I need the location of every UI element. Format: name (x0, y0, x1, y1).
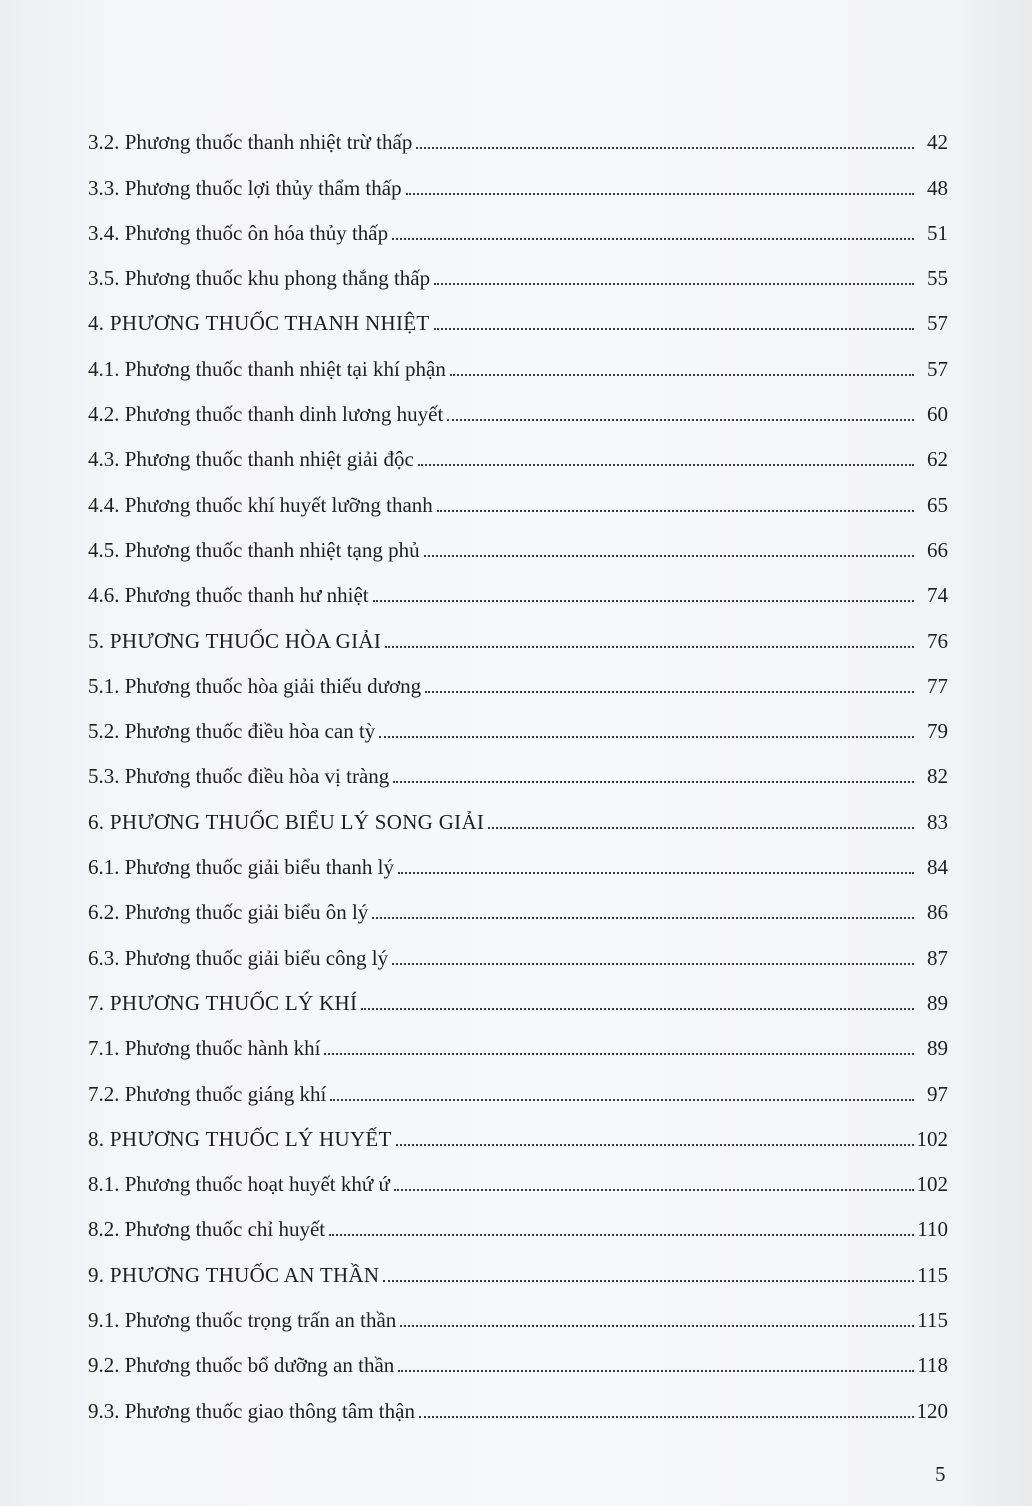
toc-dot-leader (488, 827, 914, 829)
toc-entry-title: 3.5. Phương thuốc khu phong thắng thấp (88, 266, 431, 291)
toc-entry-page: 62 (927, 447, 948, 472)
toc-dot-leader (434, 283, 914, 285)
toc-dot-leader (330, 1099, 914, 1101)
toc-entry-title: 5.1. Phương thuốc hòa giải thiếu dương (88, 673, 422, 698)
toc-entry-page: 65 (927, 492, 948, 517)
table-of-contents (88, 112, 948, 1426)
toc-entry-page: 83 (927, 809, 948, 834)
toc-dot-leader (396, 1144, 914, 1146)
toc-section-row (88, 1290, 948, 1335)
toc-entry-page: 77 (927, 673, 948, 698)
toc-dot-leader (383, 1280, 914, 1282)
toc-section-row (88, 1154, 948, 1199)
toc-entry-title: 4.6. Phương thuốc thanh hư nhiệt (88, 583, 369, 608)
toc-entry-page: 115 (917, 1308, 948, 1333)
toc-dot-leader (373, 600, 914, 602)
toc-entry-title: 5. PHƯƠNG THUỐC HÒA GIẢI (88, 628, 382, 653)
toc-entry-page: 89 (927, 990, 948, 1015)
toc-entry-page: 82 (927, 764, 948, 789)
toc-dot-leader (324, 1053, 914, 1055)
toc-section-row (88, 203, 948, 248)
toc-entry-page: 60 (927, 402, 948, 427)
toc-entry-page: 102 (916, 1172, 948, 1197)
toc-section-row (88, 701, 948, 746)
toc-section-row (88, 1063, 948, 1108)
toc-section-row (88, 520, 948, 565)
toc-entry-page: 97 (927, 1081, 948, 1106)
toc-entry-title: 6.1. Phương thuốc giải biểu thanh lý (88, 855, 394, 880)
toc-chapter-row (88, 791, 948, 836)
toc-entry-title: 4.5. Phương thuốc thanh nhiệt tạng phủ (88, 537, 420, 562)
toc-section-row (88, 1018, 948, 1063)
toc-entry-page: 87 (927, 945, 948, 970)
toc-dot-leader (394, 1189, 914, 1191)
toc-entry-page: 110 (917, 1217, 948, 1242)
toc-entry-page: 84 (927, 855, 948, 880)
toc-entry-page: 89 (927, 1036, 948, 1061)
toc-dot-leader (425, 691, 914, 693)
toc-dot-leader (372, 917, 914, 919)
toc-dot-leader (392, 963, 914, 965)
toc-dot-leader (398, 872, 914, 874)
toc-dot-leader (450, 374, 914, 376)
toc-section-row (88, 248, 948, 293)
toc-dot-leader (385, 646, 914, 648)
toc-entry-title: 9. PHƯƠNG THUỐC AN THẦN (88, 1262, 380, 1287)
toc-entry-title: 6.3. Phương thuốc giải biểu công lý (88, 945, 389, 970)
toc-entry-page: 57 (927, 311, 948, 336)
toc-dot-leader (434, 328, 914, 330)
toc-section-row (88, 746, 948, 791)
toc-entry-title: 5.3. Phương thuốc điều hòa vị tràng (88, 764, 390, 789)
toc-entry-page: 48 (927, 175, 948, 200)
toc-dot-leader (419, 1416, 914, 1418)
toc-chapter-row (88, 610, 948, 655)
toc-entry-page: 79 (927, 719, 948, 744)
toc-section-row (88, 565, 948, 610)
toc-entry-page: 55 (927, 266, 948, 291)
toc-entry-page: 51 (927, 220, 948, 245)
toc-dot-leader (416, 147, 914, 149)
toc-entry-title: 6. PHƯƠNG THUỐC BIỂU LÝ SONG GIẢI (88, 809, 485, 834)
toc-entry-title: 9.2. Phương thuốc bổ dưỡng an thần (88, 1353, 395, 1378)
toc-dot-leader (437, 510, 914, 512)
page-edge-shadow (952, 0, 1032, 1506)
toc-chapter-row (88, 1109, 948, 1154)
toc-entry-page: 86 (927, 900, 948, 925)
toc-section-row (88, 112, 948, 157)
toc-dot-leader (392, 238, 914, 240)
toc-entry-title: 3.2. Phương thuốc thanh nhiệt trừ thấp (88, 130, 413, 155)
toc-entry-page: 115 (917, 1262, 948, 1287)
toc-entry-page: 120 (916, 1398, 948, 1423)
toc-entry-page: 102 (916, 1126, 948, 1151)
toc-section-row (88, 837, 948, 882)
toc-chapter-row (88, 1244, 948, 1289)
toc-chapter-row (88, 973, 948, 1018)
toc-section-row (88, 1380, 948, 1425)
toc-section-row (88, 474, 948, 519)
toc-entry-page: 118 (917, 1353, 948, 1378)
toc-section-row (88, 429, 948, 474)
toc-dot-leader (398, 1370, 914, 1372)
toc-entry-title: 4.4. Phương thuốc khí huyết lưỡng thanh (88, 492, 433, 517)
toc-entry-title: 9.1. Phương thuốc trọng trấn an thần (88, 1308, 397, 1333)
toc-entry-title: 4.3. Phương thuốc thanh nhiệt giải độc (88, 447, 414, 472)
toc-entry-title: 4.2. Phương thuốc thanh dinh lương huyết (88, 402, 444, 427)
toc-section-row (88, 882, 948, 927)
toc-entry-title: 7.2. Phương thuốc giáng khí (88, 1081, 327, 1106)
toc-entry-page: 42 (927, 130, 948, 155)
toc-section-row (88, 338, 948, 383)
toc-entry-title: 6.2. Phương thuốc giải biểu ôn lý (88, 900, 369, 925)
toc-entry-title: 4.1. Phương thuốc thanh nhiệt tại khí phận (88, 356, 446, 381)
toc-section-row (88, 927, 948, 972)
toc-entry-title: 3.3. Phương thuốc lợi thủy thẩm thấp (88, 175, 402, 200)
toc-entry-page: 76 (927, 628, 948, 653)
toc-dot-leader (424, 555, 914, 557)
toc-chapter-row (88, 293, 948, 338)
toc-entry-title: 7.1. Phương thuốc hành khí (88, 1036, 321, 1061)
toc-dot-leader (447, 419, 914, 421)
toc-dot-leader (329, 1234, 914, 1236)
toc-entry-page: 57 (927, 356, 948, 381)
toc-dot-leader (406, 193, 914, 195)
toc-entry-title: 5.2. Phương thuốc điều hòa can tỳ (88, 719, 376, 744)
toc-dot-leader (393, 781, 914, 783)
toc-entry-title: 8.2. Phương thuốc chỉ huyết (88, 1217, 326, 1242)
page-number: 5 (935, 1462, 946, 1486)
toc-section-row (88, 656, 948, 701)
toc-dot-leader (400, 1325, 914, 1327)
toc-entry-page: 66 (927, 537, 948, 562)
toc-entry-title: 9.3. Phương thuốc giao thông tâm thận (88, 1398, 415, 1423)
toc-section-row (88, 384, 948, 429)
toc-dot-leader (418, 464, 914, 466)
toc-section-row (88, 1335, 948, 1380)
toc-entry-title: 7. PHƯƠNG THUỐC LÝ KHÍ (88, 990, 358, 1015)
toc-section-row (88, 1199, 948, 1244)
toc-entry-title: 3.4. Phương thuốc ôn hóa thủy thấp (88, 220, 389, 245)
toc-dot-leader (361, 1008, 914, 1010)
toc-entry-title: 4. PHƯƠNG THUỐC THANH NHIỆT (88, 311, 430, 336)
toc-section-row (88, 157, 948, 202)
toc-entry-title: 8.1. Phương thuốc hoạt huyết khứ ứ (88, 1172, 390, 1197)
toc-entry-title: 8. PHƯƠNG THUỐC LÝ HUYẾT (88, 1126, 392, 1151)
toc-dot-leader (379, 736, 914, 738)
toc-entry-page: 74 (927, 583, 948, 608)
